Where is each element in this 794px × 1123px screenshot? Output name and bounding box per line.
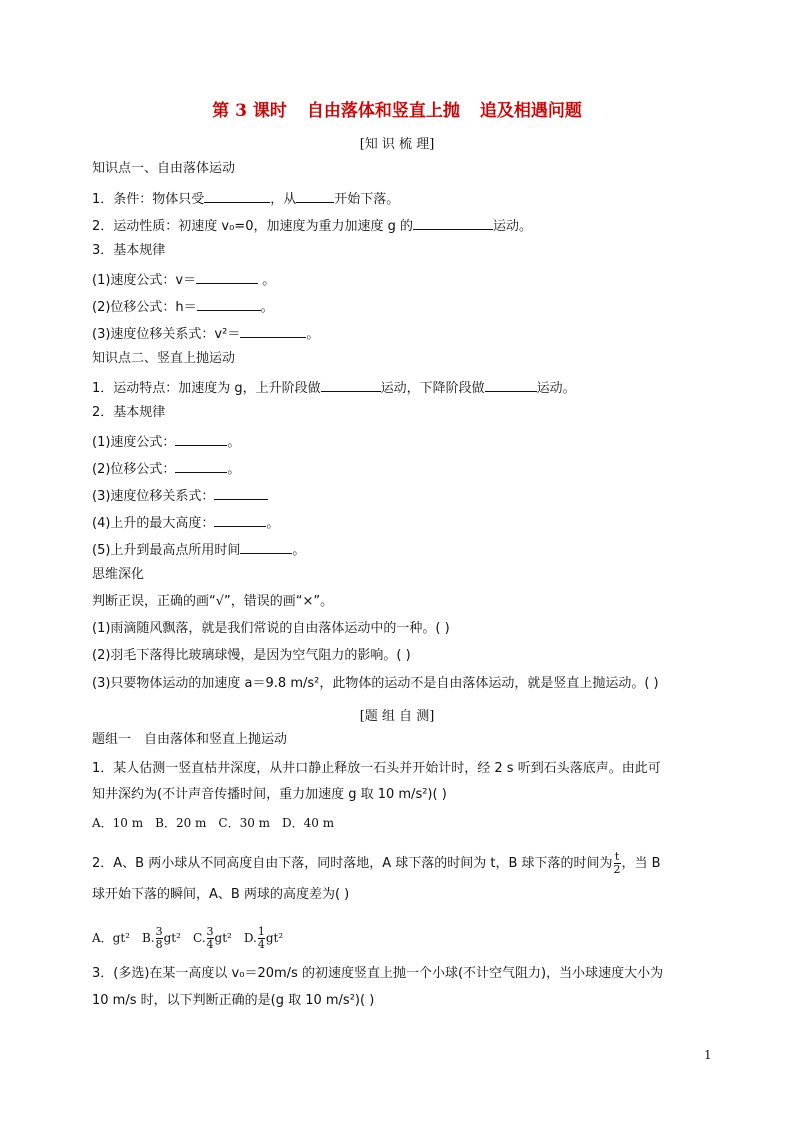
problem-3-line-1: 3．(多选)在某一高度以 v₀＝20m/s 的初速度竖直上抛一个小球(不计空气阻力)，当小球速度大小为 xyxy=(92,966,664,981)
title-lesson-number: 第 3 课时 xyxy=(212,101,287,121)
k2-line-6: (4)上升的最大高度： 。 xyxy=(92,513,279,532)
blank xyxy=(175,432,227,446)
think-q1: (1)雨滴随风飘落，就是我们常说的自由落体运动中的一种。( ) xyxy=(92,621,450,636)
blank xyxy=(204,189,270,203)
fraction-1-4: $\frac{1}{4}$ xyxy=(257,925,265,951)
fraction-t-over-2: $\frac{t}{2}$ xyxy=(613,850,621,876)
problem-1-options: A．10 m B．20 m C．30 m D．40 m xyxy=(92,816,335,830)
think-q3: (3)只要物体运动的加速度 a＝9.8 m/s²，此物体的运动不是自由落体运动，就是竖直上抛运动。( ) xyxy=(92,676,659,691)
k2-heading: 知识点二、竖直上抛运动 xyxy=(92,351,236,366)
blank xyxy=(485,378,537,392)
problem-2-line-1: 2．A、B 两小球从不同高度自由下落，同时落地，A 球下落的时间为 t，B 球下落的时间为 $\frac{t}{2}$ ，当 B xyxy=(92,850,661,876)
k2-line-7: (5)上升到最高点所用时间 。 xyxy=(92,540,305,559)
k2-line-5: (3)速度位移关系式： xyxy=(92,486,268,505)
problem-2-options: A．gt² B. $\frac{3}{8}$ gt² C. $\frac{3}{4}$ gt² D. $\frac{1}{4}$ gt² xyxy=(92,925,284,951)
fraction-3-4: $\frac{3}{4}$ xyxy=(206,925,214,951)
group1-heading: 题组一 自由落体和竖直上抛运动 xyxy=(92,732,288,747)
page-number: 1 xyxy=(704,1048,712,1062)
k1-heading: 知识点一、自由落体运动 xyxy=(92,161,236,176)
think-q2: (2)羽毛下落得比玻璃球慢，是因为空气阻力的影响。( ) xyxy=(92,648,411,663)
blank xyxy=(296,189,334,203)
problem-3-line-2: 10 m/s 时，以下判断正确的是(g 取 10 m/s²)( ) xyxy=(92,993,375,1008)
blank xyxy=(197,297,261,311)
k1-line-6: (3)速度位移关系式：v²＝ 。 xyxy=(92,324,319,343)
problem-1-line-2: 知井深约为(不计声音传播时间，重力加速度 g 取 10 m/s²)( ) xyxy=(92,787,447,802)
k2-line-2: 2．基本规律 xyxy=(92,405,166,420)
blank xyxy=(214,486,268,500)
k2-line-4: (2)位移公式： 。 xyxy=(92,459,240,478)
lesson-title xyxy=(0,96,794,121)
blank xyxy=(196,270,258,284)
title-topic-2: 追及相遇问题 xyxy=(479,101,582,121)
k2-line-1: 1．运动特点：加速度为 g，上升阶段做 运动，下降阶段做 运动。 xyxy=(92,378,576,397)
section-knowledge-review: [知 识 梳 理] xyxy=(359,137,435,152)
blank xyxy=(413,216,493,230)
blank xyxy=(321,378,381,392)
think-heading: 思维深化 xyxy=(92,567,145,582)
blank xyxy=(240,540,292,554)
section-self-test: [题 组 自 测] xyxy=(359,709,435,724)
blank xyxy=(214,513,266,527)
title-topic-1: 自由落体和竖直上抛 xyxy=(306,101,460,121)
k1-line-2: 2．运动性质：初速度 v₀=0，加速度为重力加速度 g 的 运动。 xyxy=(92,216,532,235)
problem-1-line-1: 1．某人估测一竖直枯井深度，从井口静止释放一石头并开始计时，经 2 s 听到石头落底声。由此可 xyxy=(92,761,661,776)
blank xyxy=(175,459,227,473)
fraction-3-8: $\frac{3}{8}$ xyxy=(155,925,163,951)
k1-line-4: (1)速度公式：v＝ 。 xyxy=(92,270,275,289)
k2-line-3: (1)速度公式： 。 xyxy=(92,432,240,451)
k1-line-1: 1．条件：物体只受 ，从 开始下落。 xyxy=(92,189,399,208)
k1-line-5: (2)位移公式：h＝ 。 xyxy=(92,297,274,316)
blank xyxy=(240,324,306,338)
k1-line-3: 3．基本规律 xyxy=(92,243,166,258)
problem-2-line-2: 球开始下落的瞬间，A、B 两球的高度差为( ) xyxy=(92,887,350,902)
think-intro: 判断正误，正确的画“√”，错误的画“×”。 xyxy=(92,594,334,609)
